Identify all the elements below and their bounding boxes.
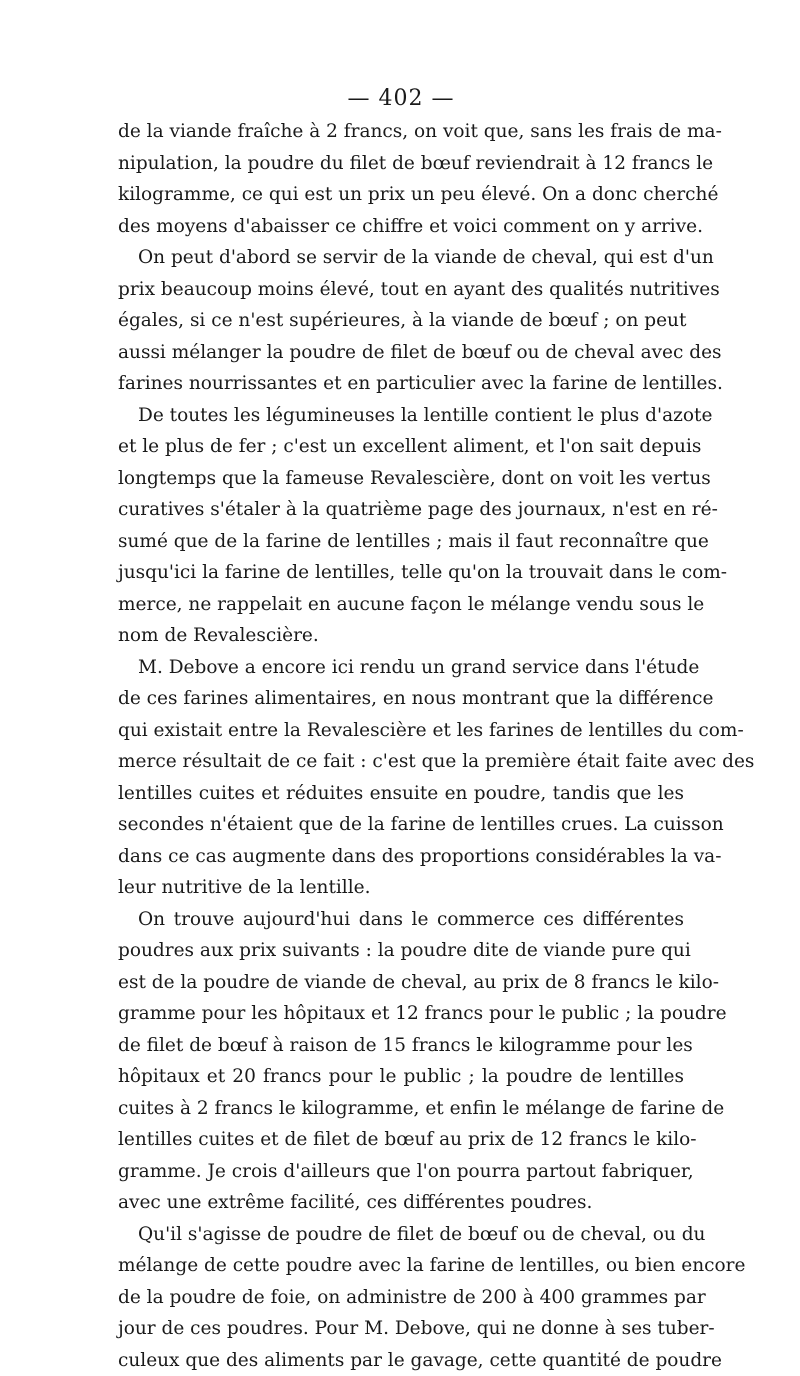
- text-line: dans ce cas augmente dans des proportions considérables la va-: [118, 841, 684, 873]
- text-line: qui existait entre la Revalescière et les farines de lentilles du com-: [118, 715, 684, 747]
- text-line: mélange de cette poudre avec la farine de lentilles, ou bien encore: [118, 1250, 684, 1282]
- text-line: prix beaucoup moins élevé, tout en ayant des qualités nutritives: [118, 274, 684, 306]
- text-line: Qu'il s'agisse de poudre de filet de bœuf ou de cheval, ou du: [118, 1219, 684, 1251]
- text-line: de la poudre de foie, on administre de 200 à 400 grammes par: [118, 1282, 684, 1314]
- text-line: gramme. Je crois d'ailleurs que l'on pourra partout fabriquer,: [118, 1156, 684, 1188]
- page-number: — 402 —: [118, 84, 684, 114]
- text-line: jusqu'ici la farine de lentilles, telle qu'on la trouvait dans le com-: [118, 557, 684, 589]
- text-line: sumé que de la farine de lentilles ; mais il faut reconnaître que: [118, 526, 684, 558]
- text-line: merce résultait de ce fait : c'est que la première était faite avec des: [118, 746, 684, 778]
- text-line: longtemps que la fameuse Revalescière, dont on voit les vertus: [118, 463, 684, 495]
- text-line: égales, si ce n'est supérieures, à la viande de bœuf ; on peut: [118, 305, 684, 337]
- text-line: cuites à 2 francs le kilogramme, et enfin le mélange de farine de: [118, 1093, 684, 1125]
- text-line: De toutes les légumineuses la lentille contient le plus d'azote: [118, 400, 684, 432]
- text-line: farines nourrissantes et en particulier avec la farine de lentilles.: [118, 368, 684, 400]
- text-line: lentilles cuites et de filet de bœuf au prix de 12 francs le kilo-: [118, 1124, 684, 1156]
- text-line: est de la poudre de viande de cheval, au prix de 8 francs le kilo-: [118, 967, 684, 999]
- text-line: aussi mélanger la poudre de filet de bœuf ou de cheval avec des: [118, 337, 684, 369]
- text-line: secondes n'étaient que de la farine de lentilles crues. La cuisson: [118, 809, 684, 841]
- text-line: kilogramme, ce qui est un prix un peu élevé. On a donc cherché: [118, 179, 684, 211]
- text-line: gramme pour les hôpitaux et 12 francs pour le public ; la poudre: [118, 998, 684, 1030]
- body-text: [118, 116, 684, 1376]
- text-line: de filet de bœuf à raison de 15 francs le kilogramme pour les: [118, 1030, 684, 1062]
- text-line: merce, ne rappelait en aucune façon le mélange vendu sous le: [118, 589, 684, 621]
- text-line: nipulation, la poudre du filet de bœuf reviendrait à 12 francs le: [118, 148, 684, 180]
- text-line: culeux que des aliments par le gavage, cette quantité de poudre: [118, 1345, 684, 1376]
- text-line: de ces farines alimentaires, en nous montrant que la différence: [118, 683, 684, 715]
- text-line: poudres aux prix suivants : la poudre dite de viande pure qui: [118, 935, 684, 967]
- text-line: curatives s'étaler à la quatrième page des journaux, n'est en ré-: [118, 494, 684, 526]
- text-line: nom de Revalescière.: [118, 620, 684, 652]
- text-line: hôpitaux et 20 francs pour le public ; la poudre de lentilles: [118, 1061, 684, 1093]
- book-page: [118, 84, 684, 1376]
- text-line: lentilles cuites et réduites ensuite en poudre, tandis que les: [118, 778, 684, 810]
- text-line: leur nutritive de la lentille.: [118, 872, 684, 904]
- text-line: et le plus de fer ; c'est un excellent aliment, et l'on sait depuis: [118, 431, 684, 463]
- text-line: des moyens d'abaisser ce chiffre et voici comment on y arrive.: [118, 211, 684, 243]
- text-line: jour de ces poudres. Pour M. Debove, qui ne donne à ses tuber-: [118, 1313, 684, 1345]
- text-line: M. Debove a encore ici rendu un grand service dans l'étude: [118, 652, 684, 684]
- text-line: avec une extrême facilité, ces différentes poudres.: [118, 1187, 684, 1219]
- text-line: On trouve aujourd'hui dans le commerce ces différentes: [118, 904, 684, 936]
- text-line: de la viande fraîche à 2 francs, on voit que, sans les frais de ma-: [118, 116, 684, 148]
- text-line: On peut d'abord se servir de la viande de cheval, qui est d'un: [118, 242, 684, 274]
